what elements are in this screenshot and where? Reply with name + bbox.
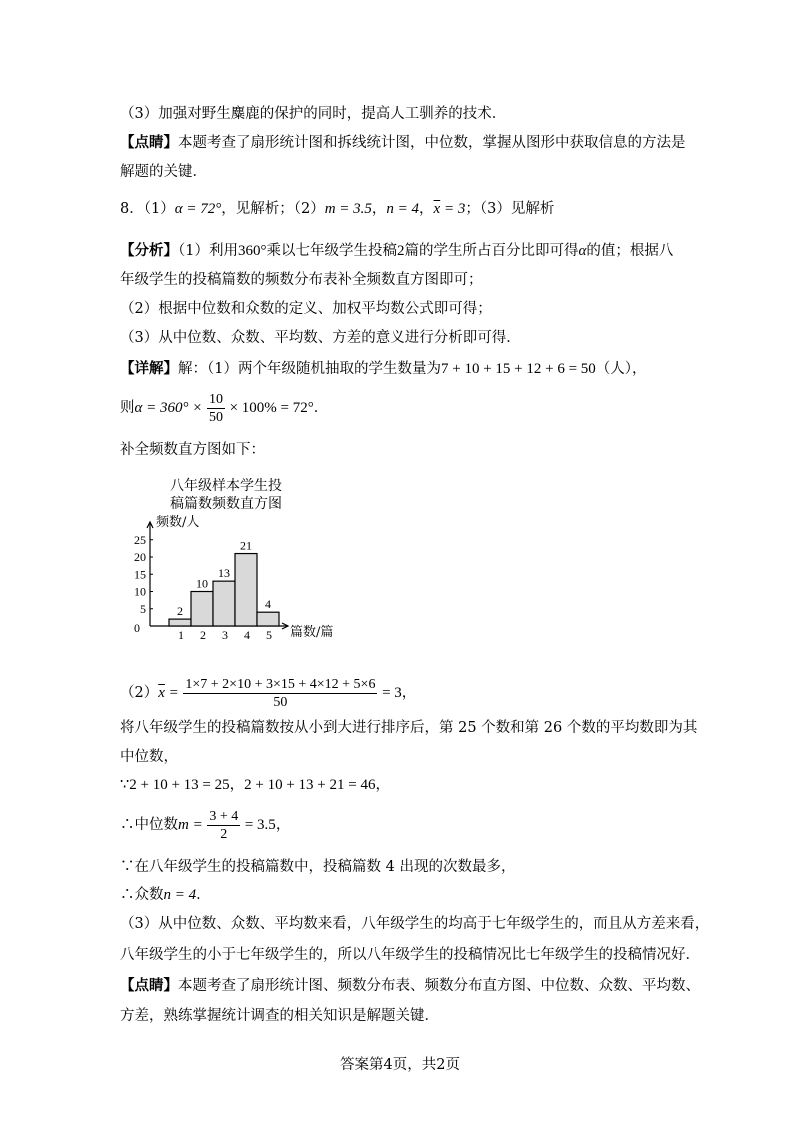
solution-line: ∵在八年级学生的投稿篇数中，投稿篇数 4 出现的次数最多， [120, 859, 516, 875]
page-footer: 答案第4页，共2页 [340, 1057, 460, 1073]
x-tick-label: 5 [266, 628, 272, 642]
histogram-bar [213, 581, 235, 626]
fraction: $\frac{1\times 7 + 2\times 10 + 3\times 15 + 4\times 12 + 5\times 6}{50}$ [185, 676, 376, 710]
bar-value-label: 13 [218, 566, 230, 581]
analysis-tag: 【分析】 [120, 242, 178, 259]
analysis-line: 年级学生的投稿篇数的频数分布表补全频数直方图即可； [120, 272, 483, 288]
x-axis-label: 篇数/篇 [290, 625, 334, 640]
solution-line: ∴众数n = 4． [120, 887, 211, 903]
solution-tag: 【详解】 [120, 360, 178, 377]
x-tick-label: 2 [200, 628, 206, 642]
y-tick-label: 25 [134, 532, 146, 547]
solution-line: （3）从中位数、众数、平均数来看，八年级学生的均高于七年级学生的，而且从方差来看， [120, 916, 710, 932]
y-tick-label: 15 [134, 567, 146, 582]
comment-line: 方差，熟练掌握统计调查的相关知识是解题关键． [120, 1008, 439, 1024]
solution-line: ∵2 + 10 + 13 = 25，2 + 10 + 13 + 21 = 46， [120, 777, 390, 793]
histogram-bar [191, 592, 213, 627]
bar-value-label: 4 [265, 597, 271, 612]
fraction: $\frac{3 + 4}{2}$ [209, 808, 239, 842]
solution-line: 则α = 360° × $\frac{10}{50}$ × 100% = 72°． [120, 391, 329, 425]
solution-line: $(2)\overline{x}$ = $\frac{1\times 7 + 2\times 10 + 3\times 15 + 4\times 12 + 5\times 6}{50}$ = 3， [120, 676, 417, 710]
bar-value-label: 10 [196, 576, 208, 591]
analysis-line: （2）根据中位数和众数的定义、加权平均数公式即可得； [120, 301, 492, 317]
solution-line: 补全频数直方图如下： [120, 442, 265, 458]
analysis-line: 【分析】（1）利用360°乘以七年级学生投稿2篇的学生所占百分比即可得α的值；根据八 [120, 242, 674, 259]
x-tick-label: 3 [222, 628, 228, 642]
y-tick-label: 5 [140, 601, 146, 616]
fraction: $\frac{10}{50}$ [208, 391, 223, 425]
y-axis-label: 频数/人 [156, 515, 200, 530]
analysis-line: （3）从中位数、众数、平均数、方差的意义进行分析即可得． [120, 330, 521, 346]
histogram-bar [235, 554, 257, 626]
solution-line: 【详解】解：（1）两个年级随机抽取的学生数量为7 + 10 + 15 + 12 + 6 = 50（人）， [120, 360, 647, 377]
text-line: 【点睛】本题考查了扇形统计图和拆线统计图，中位数，掌握从图形中获取信息的方法是 [120, 134, 686, 151]
solution-line: ∴中位数m = $\frac{3 + 4}{2}$ = 3.5， [120, 808, 291, 842]
chart-title-line2: 稿篇数频数直方图 [170, 496, 282, 512]
histogram-bar [257, 612, 279, 626]
bar-value-label: 21 [240, 538, 252, 553]
chart-bars [169, 554, 279, 626]
comment-line: 【点睛】本题考查了扇形统计图、频数分布表、频数分布直方图、中位数、众数、平均数、 [120, 977, 700, 994]
histogram-bar [169, 619, 191, 626]
origin-label: 0 [134, 621, 140, 635]
solution-line: 将八年级学生的投稿篇数按从小到大进行排序后，第 25 个数和第 26 个数的平均数即为其 [120, 720, 698, 736]
comment-tag: 【点睛】 [120, 134, 178, 151]
x-tick-label: 4 [244, 628, 250, 642]
text-line: 解题的关键． [120, 164, 207, 180]
chart-title-line1: 八年级样本学生投 [170, 478, 282, 494]
text-line: （3）加强对野生麋鹿的保护的同时，提高人工驯养的技术． [120, 106, 507, 122]
solution-line: 中位数， [120, 749, 178, 765]
y-tick-label: 10 [134, 584, 146, 599]
bar-value-label: 2 [177, 604, 183, 619]
answer-line-q8: 8．（1）α = 72°，见解析；（2）m = 3.5，n = 4，$\overline{x} = 3$；（3）见解析 [120, 201, 555, 217]
frequency-histogram [120, 474, 370, 644]
comment-tag: 【点睛】 [120, 977, 178, 994]
x-tick-label: 1 [178, 628, 184, 642]
y-tick-label: 20 [134, 550, 146, 564]
solution-line: 八年级学生的小于七年级学生的，所以八年级学生的投稿情况比七年级学生的投稿情况好． [120, 947, 700, 963]
